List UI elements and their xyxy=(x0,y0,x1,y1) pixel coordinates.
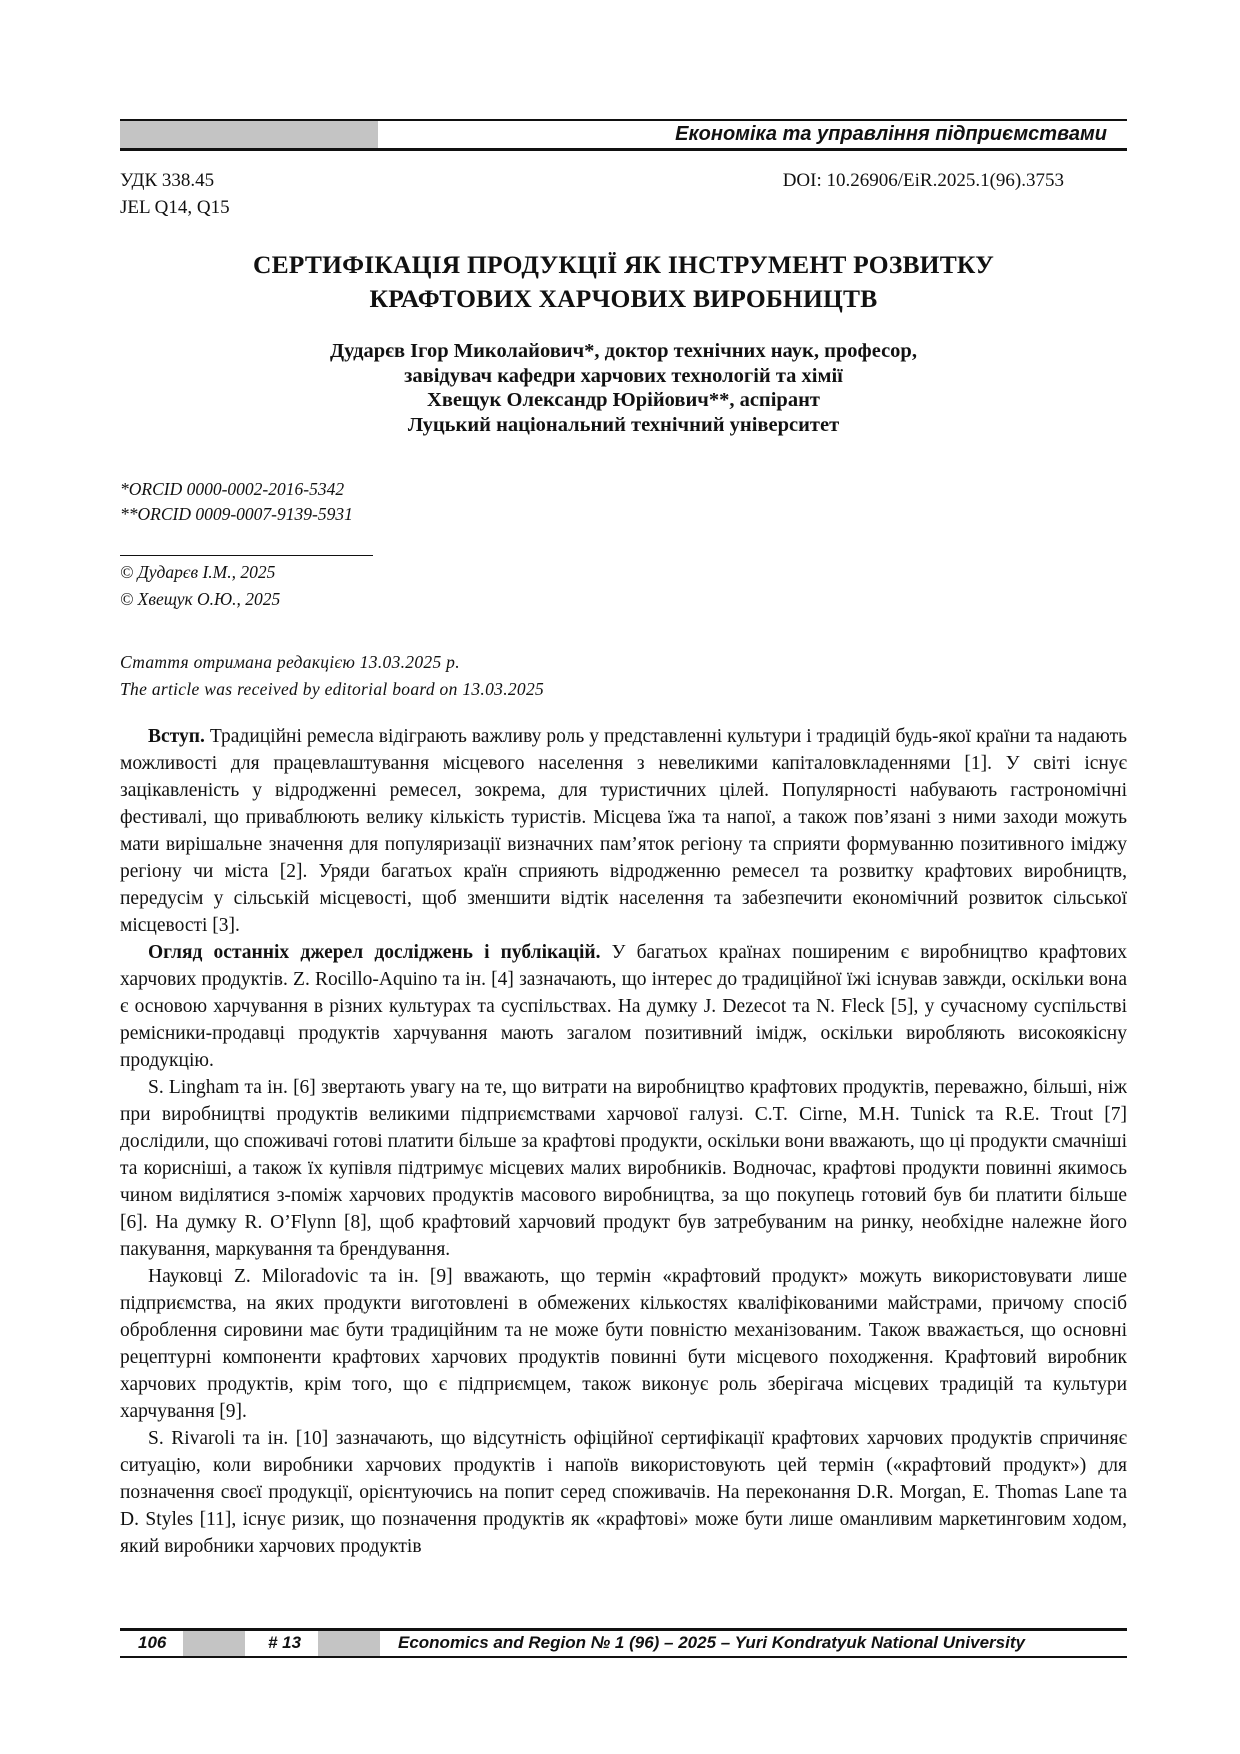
header-grey-block xyxy=(120,121,378,148)
footer-grey-block-1 xyxy=(183,1631,245,1656)
footer-rule-top xyxy=(120,1628,1127,1631)
paragraph-lingham: S. Lingham та ін. [6] звертають увагу на те, що витрати на виробництво крафтових продуктів, переважно, більші, ніж при виробництві продуктів великими підприємствами харчової галузі. C.T. Cirne, M.H. Tunick та R.E. Trout [7] дослідили, що споживачі готові платити більше за крафтові продукти, оскільки вони вважають, що ці продукти смачніші та корисніші, а також їх купівля підтримує місцевих малих виробників. Водночас, крафтові продукти повинні якимось чином виділятися з-поміж харчових продуктів масового виробництва, за що покупець готовий був би платити більше [6]. На думку R. O’Flynn [8], щоб крафтовий харчовий продукт був затребуваним на ринку, необхідне належне його пакування, маркування та брендування. xyxy=(120,1077,1127,1260)
udk-code: УДК 338.45 xyxy=(120,170,215,191)
paragraph-miloradovic: Науковці Z. Miloradovic та ін. [9] вважають, що термін «крафтовий продукт» можуть використовувати лише підприємства, на яких продукти виготовлені в обмежених кількостях кваліфікованими майстрами, причому спосіб оброблення сировини має бути традиційним та не може бути повністю механізованим. Також вважається, що основні рецептурні компоненти крафтових харчових продуктів повинні бути місцевого походження. Крафтовий виробник харчових продуктів, крім того, що є підприємцем, також виконує роль зберігача місцевих традицій та культури харчування [9]. xyxy=(120,1266,1127,1422)
header-band xyxy=(120,121,1127,148)
heading-review: Огляд останніх джерел досліджень і публікацій. xyxy=(148,942,601,963)
article-title xyxy=(120,248,1127,316)
title-line-1: СЕРТИФІКАЦІЯ ПРОДУКЦІЇ ЯК ІНСТРУМЕНТ РОЗВИТКУ xyxy=(252,250,995,279)
journal-section-title: Економіка та управління підприємствами xyxy=(675,123,1107,145)
paragraph-rivaroli: S. Rivaroli та ін. [10] зазначають, що відсутність офіційної сертифікації крафтових харчових продуктів спричиняє ситуацію, коли виробники харчових продуктів і напоїв використовують цей термін («крафтовий продукт») для позначення своєї продукції, орієнтуючись на попит серед споживачів. На переконання D.R. Morgan, E. Thomas Lane та D. Styles [11], існує ризик, що позначення продуктів як «крафтові» може бути лише оманливим маркетинговим ходом, який виробники харчових продуктів xyxy=(120,1428,1127,1557)
footer-rule-bottom xyxy=(120,1656,1127,1658)
author-line-2: завідувач кафедри харчових технологій та хімії xyxy=(404,364,843,387)
header-rule-bottom xyxy=(120,148,1127,151)
copyright-block xyxy=(120,559,280,613)
heading-introduction: Вступ. xyxy=(148,726,205,747)
copyright-second: © Хвещук О.Ю., 2025 xyxy=(120,589,281,609)
review-text: У багатьох країнах поширеним є виробництво крафтових харчових продуктів. Z. Rocillo-Aquino та ін. [4] зазначають, що інтерес до традиційної їжі існував завжди, оскільки вона є основою харчування в різних культурах та суспільствах. На думку J. Dezecot та N. Fleck [5], у сучасному суспільстві ремісники-продавці продуктів харчування мають загалом позитивний імідж, оскільки виробляють високоякісну продукцію. xyxy=(120,942,1128,1071)
title-line-2: КРАФТОВИХ ХАРЧОВИХ ВИРОБНИЦТВ xyxy=(369,284,878,313)
article-body xyxy=(120,723,1127,1560)
footer-journal-title: Economics and Region № 1 (96) – 2025 – Yuri Kondratyuk National University xyxy=(398,1633,1025,1652)
paragraph-review xyxy=(120,939,1127,1074)
received-ua: Стаття отримана редакцією 13.03.2025 р. xyxy=(120,652,460,672)
author-line-1: Дударєв Ігор Миколайович*, доктор технічних наук, професор, xyxy=(330,340,917,362)
issue-number: # 13 xyxy=(268,1633,302,1652)
author-line-3: Хвещук Олександр Юрійович**, аспірант xyxy=(427,389,820,411)
footnote-divider xyxy=(120,555,373,556)
received-block xyxy=(120,649,544,703)
footer-grey-block-2 xyxy=(318,1631,380,1656)
doi-link[interactable]: DOI: 10.26906/EiR.2025.1(96).3753 xyxy=(782,170,1064,191)
introduction-text: Традиційні ремесла відіграють важливу роль у представленні культури і традицій будь-якої країни та надають можливості для працевлаштування місцевого населення з невеликими капіталовкладеннями [1]. У світі існує зацікавленість у відродженні ремесел, зокрема, для туристичних цілей. Популярності набувають гастрономічні фестивалі, що приваблюють велику кількість туристів. Місцева їжа та напої, а також пов’язані з ними заходи можуть мати вирішальне значення для популяризації визначних пам’яток регіону та сприяти формуванню позитивного іміджу регіону чи міста [2]. Уряди багатьох країн сприяють відродженню ремесел та розвитку крафтових виробництв, передусім у сільській місцевості, щоб зменшити відтік населення та забезпечити економічний розвиток сільської місцевості [3]. xyxy=(120,726,1127,936)
jel-code: JEL Q14, Q15 xyxy=(120,197,230,218)
copyright-first: © Дударєв І.М., 2025 xyxy=(120,562,276,582)
author-block xyxy=(120,339,1127,437)
author-affiliation: Луцький національний технічний університет xyxy=(407,413,840,436)
orcid-first[interactable]: *ORCID 0000-0002-2016-5342 xyxy=(120,479,345,499)
paragraph-introduction xyxy=(120,723,1127,939)
orcid-second[interactable]: **ORCID 0009-0007-9139-5931 xyxy=(120,504,353,524)
page-number: 106 xyxy=(138,1633,167,1652)
received-en: The article was received by editorial board on 13.03.2025 xyxy=(120,679,545,699)
